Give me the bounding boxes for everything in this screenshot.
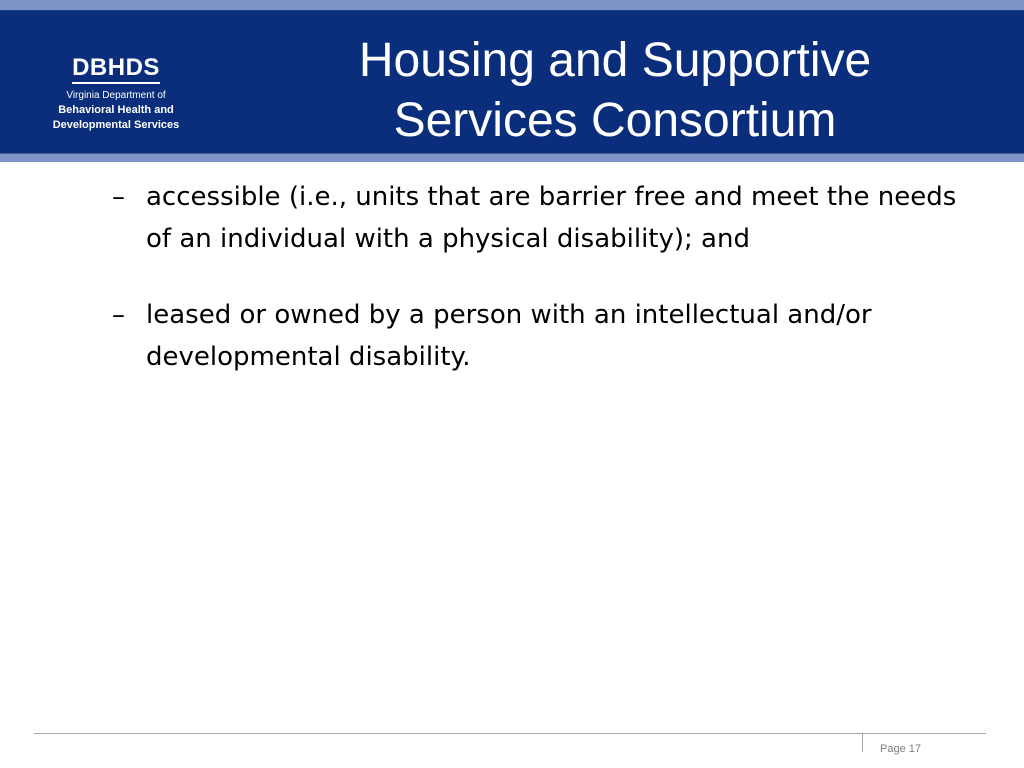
logo-line-2: Behavioral Health and [58, 104, 174, 116]
header-main [0, 10, 1024, 153]
bullet-item [112, 294, 972, 378]
slide-title-line-1: Housing and Supportive [358, 34, 872, 87]
footer-divider [34, 733, 986, 734]
page-number: Page 17 [880, 743, 921, 755]
bullet-item [112, 176, 972, 260]
bullet-text: accessible (i.e., units that are barrier free and meet the needs of an individual with a physical disability); and [146, 182, 957, 254]
header-bottom-stripe [0, 153, 1024, 162]
bullet-list [112, 176, 972, 412]
header-top-stripe [0, 0, 1024, 10]
logo-acronym: DBHDS [72, 55, 160, 84]
bullet-text: leased or owned by a person with an intellectual and/or developmental disability. [146, 300, 872, 372]
logo-line-3: Developmental Services [52, 119, 180, 131]
slide-title [320, 31, 910, 151]
footer-tick-divider [862, 734, 863, 752]
slide-title-line-2: Services Consortium [393, 94, 837, 147]
bullet-marker: – [112, 182, 125, 212]
dbhds-logo [30, 55, 202, 133]
bullet-marker: – [112, 300, 125, 330]
logo-line-1: Virginia Department of [66, 90, 166, 101]
header-band [0, 0, 1024, 162]
